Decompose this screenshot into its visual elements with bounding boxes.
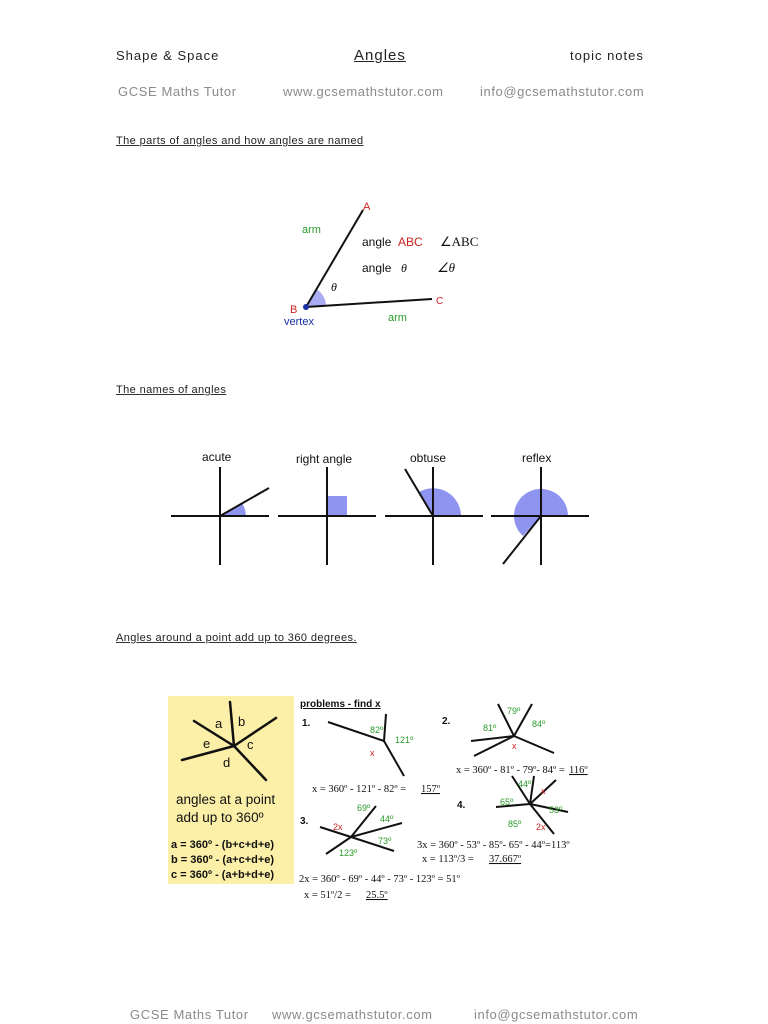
p3-equation2: x = 51º/2 = bbox=[304, 890, 351, 901]
p2-equation: x = 360º - 81º - 79º- 84º = bbox=[456, 765, 565, 776]
p1-number: 1. bbox=[302, 718, 311, 729]
p4-number: 4. bbox=[457, 800, 466, 811]
box-text-line2: add up to 360º bbox=[176, 810, 264, 825]
angles-at-point-box bbox=[168, 696, 294, 884]
footer-website[interactable]: www.gcsemathstutor.com bbox=[272, 1007, 433, 1022]
right-angle-label: right angle bbox=[296, 452, 353, 466]
problems-heading: problems - find x bbox=[300, 699, 381, 710]
p4-equation1: 3x = 360º - 53º - 85º- 65º - 44º=113º bbox=[417, 840, 570, 851]
p2-x: x bbox=[512, 741, 517, 751]
p2-value2: 81º bbox=[483, 723, 497, 733]
header-website[interactable]: www.gcsemathstutor.com bbox=[283, 84, 444, 99]
point-a-label: A bbox=[363, 201, 371, 213]
p1-answer: 157º bbox=[421, 784, 441, 795]
angle-parts-diagram bbox=[270, 190, 500, 335]
subject-label: Shape & Space bbox=[116, 48, 220, 63]
p3-value2: 2x bbox=[333, 822, 343, 832]
p3-value3: 44º bbox=[380, 814, 394, 824]
p4-value2: 65º bbox=[500, 797, 514, 807]
p2-value1: 79º bbox=[507, 706, 521, 716]
p3-answer: 25.5º bbox=[366, 890, 388, 901]
box-eq3: c = 360º - (a+b+d+e) bbox=[171, 869, 275, 881]
box-eq1: a = 360º - (b+c+d+e) bbox=[171, 839, 275, 851]
angle-word-2: angle bbox=[362, 261, 392, 275]
p3-value1: 69º bbox=[357, 803, 371, 813]
acute-label: acute bbox=[202, 450, 232, 464]
notation-theta: ∠θ bbox=[437, 260, 456, 275]
p3-equation1: 2x = 360º - 69º - 44º - 73º - 123º = 51º bbox=[299, 874, 460, 885]
p3-number: 3. bbox=[300, 816, 309, 827]
point-c-label: C bbox=[436, 296, 444, 307]
point-b-label: B bbox=[290, 304, 298, 316]
problems-panel bbox=[296, 696, 606, 906]
footer-tutor: GCSE Maths Tutor bbox=[130, 1007, 249, 1022]
point-label-b: b bbox=[238, 714, 246, 729]
reflex-label: reflex bbox=[522, 451, 552, 465]
p4-value3: x bbox=[541, 786, 546, 796]
p4-answer: 37.667º bbox=[489, 854, 522, 865]
angle-theta-name: θ bbox=[401, 261, 407, 275]
section-heading-parts: The parts of angles and how angles are named bbox=[116, 135, 364, 147]
header-email[interactable]: info@gcsemathstutor.com bbox=[480, 84, 645, 99]
p2-value3: 84º bbox=[532, 719, 546, 729]
header-tutor: GCSE Maths Tutor bbox=[118, 84, 237, 99]
right-angle-fill bbox=[327, 496, 347, 516]
p2-number: 2. bbox=[442, 716, 451, 727]
angle-types-diagram bbox=[165, 445, 595, 570]
p1-value1: 82º bbox=[370, 725, 384, 735]
arm-label-top: arm bbox=[302, 224, 321, 236]
point-label-e: e bbox=[203, 736, 211, 751]
page-title: Angles bbox=[354, 47, 406, 64]
p3-value4: 73º bbox=[378, 836, 392, 846]
arm-label-bottom: arm bbox=[388, 312, 407, 324]
notation-abc: ∠ABC bbox=[440, 234, 479, 249]
p4-equation2: x = 113º/3 = bbox=[422, 854, 474, 865]
section-heading-names: The names of angles bbox=[116, 384, 227, 396]
point-label-d: d bbox=[223, 755, 231, 770]
section-heading-point: Angles around a point add up to 360 degrees. bbox=[116, 632, 357, 644]
theta-label: θ bbox=[331, 280, 337, 294]
p3-value5: 123º bbox=[339, 848, 358, 858]
p1-x: x bbox=[370, 748, 375, 758]
p1-equation: x = 360º - 121º - 82º = bbox=[312, 784, 407, 795]
p1-value2: 121º bbox=[395, 735, 414, 745]
vertex-label: vertex bbox=[284, 316, 314, 328]
p2-answer: 116º bbox=[569, 765, 588, 776]
obtuse-label: obtuse bbox=[410, 451, 447, 465]
angle-word-1: angle bbox=[362, 235, 392, 249]
box-eq2: b = 360º - (a+c+d+e) bbox=[171, 854, 275, 866]
footer-email[interactable]: info@gcsemathstutor.com bbox=[474, 1007, 639, 1022]
angle-abc-name: ABC bbox=[398, 235, 423, 249]
p4-value5: 85º bbox=[508, 819, 522, 829]
topic-notes-label: topic notes bbox=[570, 48, 644, 63]
p4-value6: 2x bbox=[536, 822, 546, 832]
point-label-a: a bbox=[215, 716, 223, 731]
box-text-line1: angles at a point bbox=[176, 792, 276, 807]
p4-value1: 44º bbox=[518, 779, 532, 789]
vertex-dot bbox=[303, 304, 309, 310]
p4-value4: 53º bbox=[549, 805, 563, 815]
point-label-c: c bbox=[247, 737, 254, 752]
